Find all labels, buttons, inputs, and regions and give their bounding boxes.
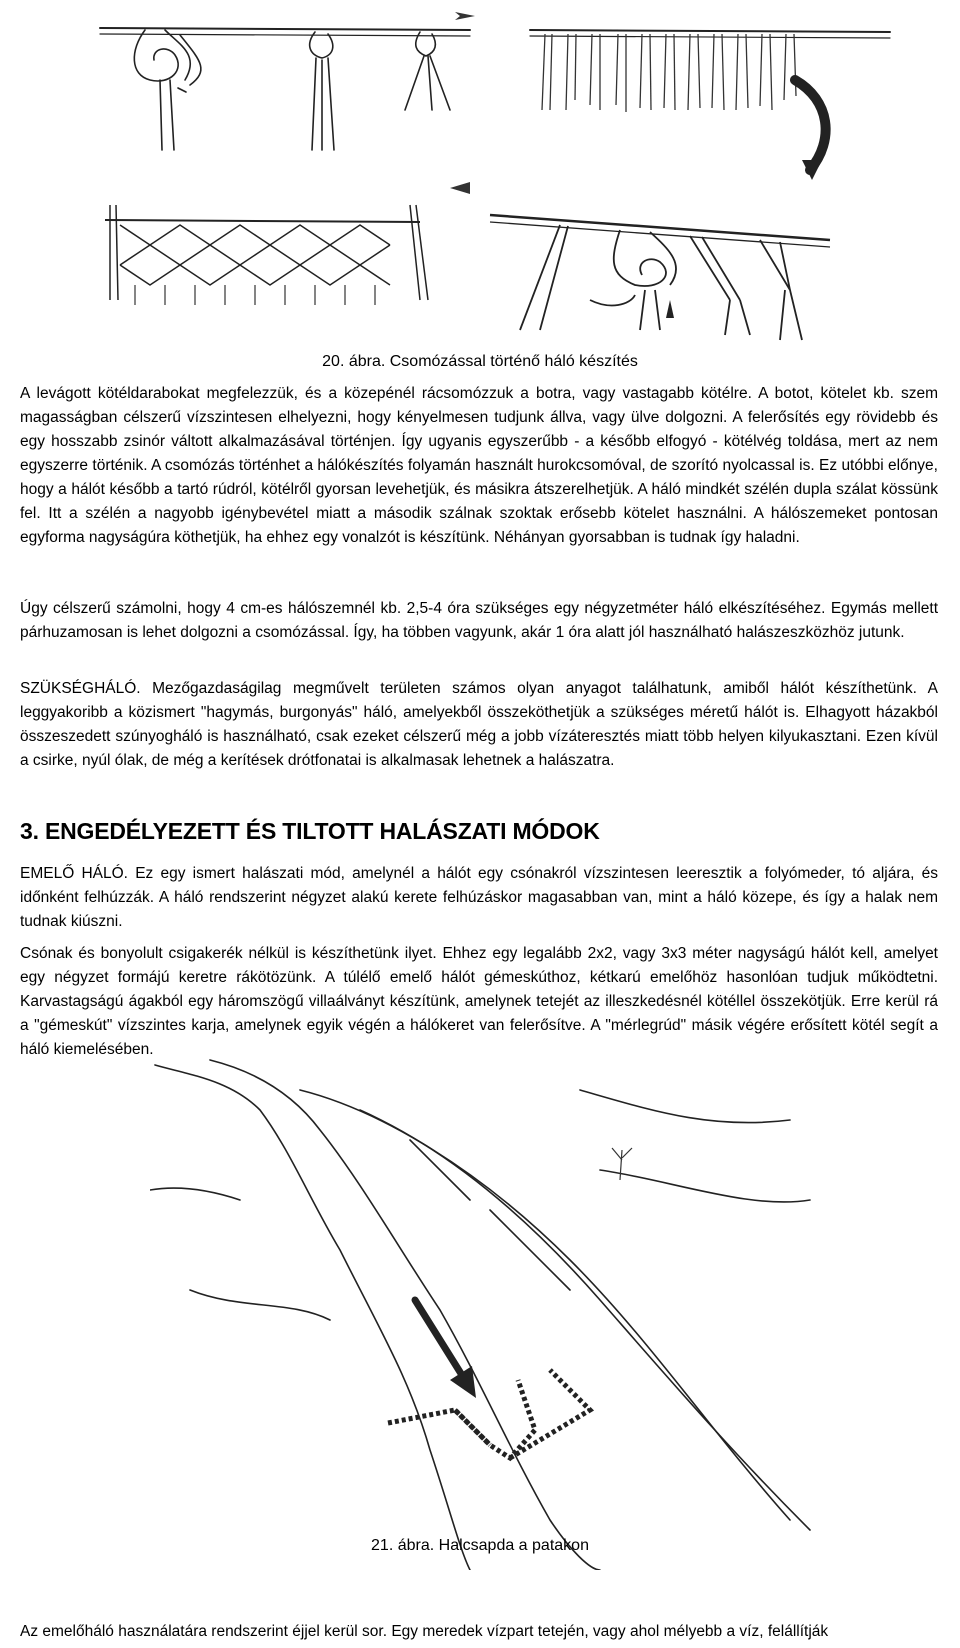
paragraph-emergency-net: SZÜKSÉGHÁLÓ. Mezőgazdaságilag megművelt területen számos olyan anyagot találhatunk, amiből hálót készíthetünk. A leggyakoribb a közismert "hagymás, burgonyás" háló, amelyekből összeköthetjük a szükséges méretű hálót is. Elhagyott házakból összeszedett szúnyogháló is használható, csak ezeket célszerű még a jobb vízáteresztés miatt több helyen kilyukasztani. Ezen kívül a csirke, nyúl ólak, de még a kerítések drótfonatai is alkalmasak lehetnek a halászatra. [20,680,938,769]
figure-21-illustration [150,1050,830,1570]
paragraph-time-estimate: Úgy célszerű számolni, hogy 4 cm-es hálószemnél kb. 2,5-4 óra szükséges egy négyzetméter háló elkészítéséhez. Egymás mellett párhuzamosan is lehet dolgozni a csomózással. Így, ha többen vagyunk, akár 1 óra alatt jól használható halászeszközhöz jutunk. [20,600,938,641]
figure-21-caption: 21. ábra. Halcsapda a patakon [371,1537,589,1554]
figure-20-illustration [90,0,910,345]
paragraph-lift-net-construction: Csónak és bonyolult csigakerék nélkül is készíthetünk ilyet. Ehhez egy legalább 2x2, vagy 3x3 méter nagyságú hálót kell, amelyet egy négyzet formájú keretre rákötözünk. A túlélő emelő hálót gémeskúthoz, kétkarú emelőhöz hasonlóan tudjuk működtetni. Karvastagságú ágakból egy háromszögű villaálványt készítünk, amelynek tetejét az illeszkedésnél kötéllel összekötjük. Erre kerül rá a "gémeskút" vízszintes karja, amelynek egyik végén a hálókeret van felerősítve. A "mérlegrúd" másik végére erősített kötél segít a háló kiemelésében. [20,945,938,1058]
paragraph-net-attachment: A levágott kötéldarabokat megfelezzük, és a közepénél rácsomózzuk a botra, vagy vastagabb kötélre. A botot, kötelet kb. szem magasságban célszerű vízszintesen elhelyezni, hogy kényelmesen tudjunk állva, vagy ülve dolgozni. A felerősítés egy rövidebb és egy hosszabb zsinór váltott alkalmazásával történjen. Így ugyanis egyszerűbb - a később elfogyó - kötélvég toldása, mert az nem egyszerre történik. A csomózás történhet a hálókészítés folyamán használt hurokcsomóval, de szorító nyolcassal is. Ez utóbbi előnye, hogy a hálót később a tartó rúdról, kötélről gyorsan levehetjük, és másikra átszerelhetjük. A háló mindkét szélén dupla szálat kössünk fel. Itt a szélén a nagyobb igénybevétel miatt a második szálnak szoktak erősebb kötelet használni. A hálószemeket pontosan egyforma nagyságúra köthetjük, ha ehhez egy vonalzót is készítünk. Néhányan gyorsabban is tudnak így haladni. [20,385,938,546]
paragraph-lift-net: EMELŐ HÁLÓ. Ez egy ismert halászati mód, amelynél a hálót egy csónakról vízszintesen leeresztik a folyómeder, tó aljára, és időnként felhúzzák. A háló rendszerint négyzet alakú kerete felhúzáskor magasabban van, mint a háló közepe, és így a halak nem tudnak kiúszni. [20,865,938,930]
figure-20-caption: 20. ábra. Csomózással történő háló készítés [322,353,638,370]
section-heading: 3. ENGEDÉLYEZETT ÉS TILTOTT HALÁSZATI MÓDOK [20,818,600,844]
paragraph-lift-net-usage: Az emelőháló használatára rendszerint éjjel kerül sor. Egy meredek vízpart tetején, vagy ahol mélyebb a víz, felállítják [20,1623,829,1640]
